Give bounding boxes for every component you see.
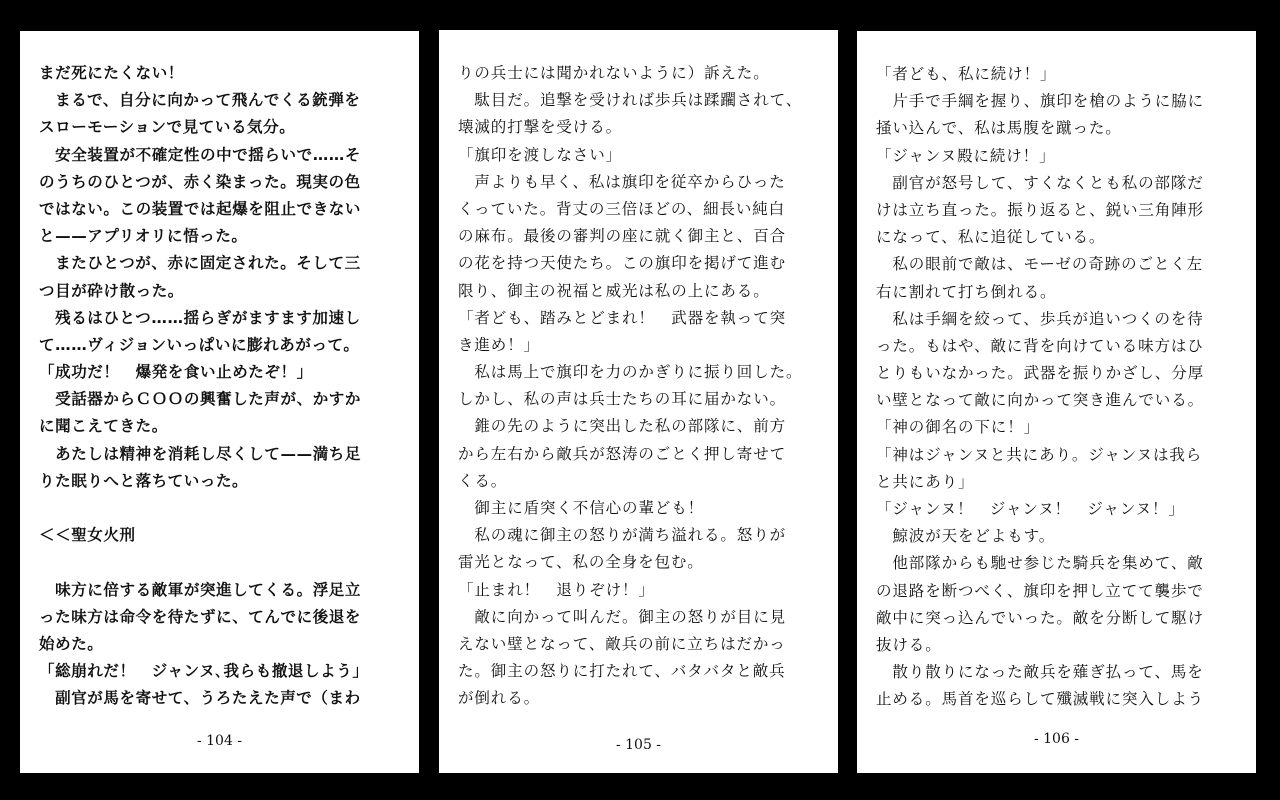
text-line: つ目が砕け散った。 bbox=[39, 281, 184, 300]
page-text bbox=[458, 60, 826, 713]
page-106 bbox=[857, 31, 1256, 773]
text-line: 「神はジャンヌと共にあり。ジャンヌは我ら bbox=[876, 445, 1203, 464]
text-line: 御主に盾突く不信心の輩ども！ bbox=[458, 499, 705, 517]
text-line: 受話器からＣＯＯの興奮した声が、かすか bbox=[39, 390, 362, 409]
text-line: 掻い込んで、私は馬腹を蹴った。 bbox=[876, 119, 1122, 138]
text-line: けは立ち直った。振り返ると、鋭い三角陣形 bbox=[876, 200, 1205, 219]
text-line: に聞こえてきた。 bbox=[39, 417, 168, 436]
text-line: しかし、私の声は兵士たちの耳に届かない。 bbox=[458, 390, 787, 409]
text-line: 「ジャンヌ殿に続け！」 bbox=[876, 146, 1056, 165]
text-line: あたしは精神を消耗し尽くして——満ち足 bbox=[39, 444, 362, 463]
text-line: とりもいなかった。武器を振りかざし、分厚 bbox=[876, 364, 1205, 383]
text-line: の麻布。最後の審判の座に就く御主と、百合 bbox=[458, 227, 787, 246]
text-line: 「者ども、私に続け！」 bbox=[876, 65, 1057, 83]
text-line: と——アプリオリに悟った。 bbox=[39, 227, 248, 246]
text-line: 「総崩れだ！ ジャンヌ､我らも撤退しよう」 bbox=[39, 662, 369, 681]
text-line: 「者ども、踏みとどまれ！ 武器を執って突 bbox=[458, 308, 787, 327]
text-line: のうちのひとつが、赤く染まった。現実の色 bbox=[39, 172, 361, 191]
text-line: った味方は命令を待たずに、てんでに後退を bbox=[39, 607, 362, 626]
text-line: 私の眼前で敵は、モーゼの奇跡のごとく左 bbox=[876, 255, 1204, 274]
text-line: くっていた。背丈の三倍ほどの、細長い純白 bbox=[458, 199, 786, 218]
text-line: から左右から敵兵が怒涛のごとく押し寄せて bbox=[458, 444, 787, 463]
text-line: 「旗印を渡しなさい」 bbox=[458, 145, 623, 164]
text-line: になって、私に追従している。 bbox=[876, 228, 1106, 247]
text-line: スローモーションで見ている気分。 bbox=[39, 118, 296, 137]
text-line: 他部隊からも馳せ参じた騎兵を集めて、敵 bbox=[876, 554, 1204, 573]
text-line: ではない。この装置では起爆を阻止できない bbox=[39, 199, 362, 218]
text-line: りた眠りへと落ちていった。 bbox=[39, 471, 249, 490]
text-line: 鯨波が天をどよもす。 bbox=[876, 527, 1056, 546]
page-104 bbox=[20, 31, 419, 773]
text-line: 「ジャンヌ！ ジャンヌ！ ジャンヌ！」 bbox=[876, 500, 1185, 518]
text-line: まだ死にたくない！ bbox=[39, 64, 184, 82]
text-line: 副官が馬を寄せて、うろたえた声で（まわ bbox=[39, 689, 361, 708]
text-line: 限り、御主の祝福と威光は私の上にある。 bbox=[458, 281, 770, 300]
text-line: 私の魂に御主の怒りが満ち溢れる。怒りが bbox=[458, 526, 787, 545]
text-line: 散り散りになった敵兵を薙ぎ払って、馬を bbox=[876, 663, 1204, 682]
page-105 bbox=[439, 30, 838, 773]
text-line: りの兵士には聞かれないように）訴えた。 bbox=[458, 64, 770, 82]
page-number: - 105 - bbox=[615, 737, 662, 753]
page-text bbox=[39, 60, 407, 713]
text-line: た。御主の怒りに打たれて、バタバタと敵兵 bbox=[458, 662, 786, 681]
text-line: 私は馬上で旗印を力のかぎりに振り回した。 bbox=[458, 363, 803, 382]
text-line: 安全装置が不確定性の中で揺らいで……そ bbox=[39, 145, 362, 164]
text-line: 壊滅的打撃を受ける。 bbox=[458, 118, 623, 137]
text-line: 「神の御名の下に！」 bbox=[876, 418, 1041, 437]
text-line: 駄目だ。追撃を受ければ歩兵は蹂躙されて、 bbox=[458, 91, 803, 110]
text-line: ＜＜聖女火刑 bbox=[39, 526, 136, 545]
text-line: の花を持つ天使たち。この旗印を掲げて進む bbox=[458, 254, 787, 273]
text-line: 片手で手綱を握り、旗印を槍のように脇に bbox=[876, 92, 1205, 111]
text-line: った。もはや、敵に背を向けている味方はひ bbox=[876, 336, 1204, 355]
text-line: 「成功だ！ 爆発を食い止めたぞ！」 bbox=[39, 363, 313, 382]
text-line: 抜ける。 bbox=[876, 635, 942, 654]
text-line: 敵中に突っ込んでいった。敵を分断して駆け bbox=[876, 608, 1205, 627]
text-line: の退路を断つべく、旗印を押し立てて襲歩で bbox=[876, 581, 1204, 600]
text-line: 右に割れて打ち倒れる。 bbox=[876, 282, 1057, 301]
text-line: 「止まれ！ 退りぞけ！」 bbox=[458, 580, 655, 599]
text-line: えない壁となって、敵兵の前に立ちはだかっ bbox=[458, 634, 786, 653]
text-line: き進め！」 bbox=[458, 335, 541, 354]
text-line: 敵に向かって叫んだ。御主の怒りが目に見 bbox=[458, 607, 787, 626]
text-line: 始めた。 bbox=[39, 634, 104, 653]
text-line: 副官が怒号して、すくなくとも私の部隊だ bbox=[876, 173, 1204, 192]
text-line: 味方に倍する敵軍が突進してくる。浮足立 bbox=[39, 580, 362, 599]
page-text bbox=[876, 61, 1244, 714]
text-line: くる。 bbox=[458, 471, 508, 490]
text-line: て……ヴィジョンいっぱいに膨れあがって。 bbox=[39, 335, 360, 354]
text-line: またひとつが、赤に固定された。そして三 bbox=[39, 254, 361, 273]
text-line: 雷光となって、私の全身を包む。 bbox=[458, 553, 704, 572]
text-line: まるで、自分に向かって飛んでくる銃弾を bbox=[39, 91, 361, 110]
text-line: 私は手綱を絞って、歩兵が追いつくのを待 bbox=[876, 309, 1204, 328]
text-line: い壁となって敵に向かって突き進んでいる。 bbox=[876, 391, 1205, 410]
page-number: - 106 - bbox=[1033, 731, 1080, 747]
text-line: と共にあり」 bbox=[876, 472, 975, 491]
text-line: が倒れる。 bbox=[458, 689, 541, 708]
text-line: 止める。馬首を巡らして殲滅戦に突入しよう bbox=[876, 690, 1205, 709]
text-line: 残るはひとつ……揺らぎがますます加速し bbox=[39, 308, 361, 327]
blank-line bbox=[39, 495, 407, 522]
text-line: 錐の先のように突出した私の部隊に、前方 bbox=[458, 417, 787, 436]
page-number: - 104 - bbox=[196, 733, 243, 749]
blank-line bbox=[39, 549, 407, 576]
text-line: 声よりも早く、私は旗印を従卒からひった bbox=[458, 172, 786, 191]
